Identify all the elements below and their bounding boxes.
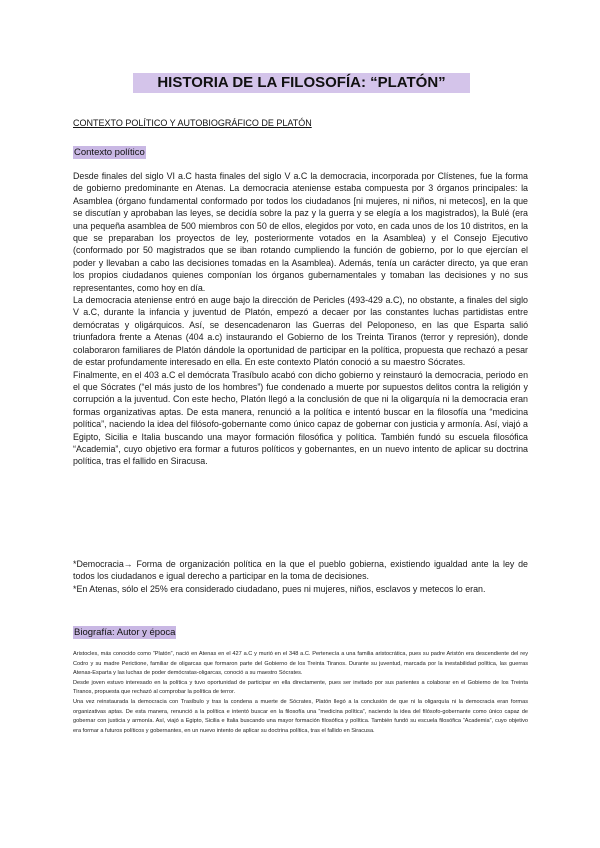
- paragraph: Una vez reinstaurada la democracia con Trasíbulo y tras la condena a muerte de Sócrates, Platón llegó a la conclusión de que ni la oligarquía ni la democracia eran formas organizativas aptas. De esta manera, renunció a la política e intentó buscar en la filosofía una “medicina política”, naciendo la idea del filósofo-gobernante como único capaz de gobernar con justicia y armonía. Así, viajó a Egipto, Sicilia e Italia buscando una mayor formación filosófica y política. También fundó su escuela filosófica “Academia”, cuyo objetivo era formar a futuros políticos y gobernantes, en un nuevo intento de aplicar su doctrina política, tras el fallido en Siracusa.: [73, 698, 528, 734]
- context-body: [73, 170, 528, 468]
- footnote: *Democracia→ Forma de organización política en la que el pueblo gobierna, existiendo igualdad ante la ley de todos los ciudadanos e igual derecho a participar en la toma de decisiones.: [73, 559, 528, 582]
- subsection-heading-biography: Biografía: Autor y época: [74, 627, 176, 638]
- page-title: HISTORIA DE LA FILOSOFÍA: “PLATÓN”: [133, 73, 470, 93]
- subsection-heading-context: Contexto político: [74, 147, 145, 158]
- paragraph: La democracia ateniense entró en auge bajo la dirección de Pericles (493-429 a.C), no obstante, a finales del siglo V a.C, durante la infancia y juventud de Platón, empezó a decaer por las constantes luchas partidistas entre demócratas y oligárquicos. Así, se desencadenaron las Guerras del Peloponeso, en las que Esparta salió triunfadora frente a Atenas (404 a.c) instaurando el Gobierno de los Treinta Tiranos (terror y represión), donde colaboraron familiares de Platón dándole la oportunidad de participar en la política, propuesta que rechazó a pesar de estar profundamente interesado en ella. En este contexto Platón conoció a su maestro Sócrates.: [73, 295, 528, 368]
- paragraph: Desde finales del siglo VI a.C hasta finales del siglo V a.C la democracia, incorporada por Clístenes, fue la forma de gobierno predominante en Atenas. La democracia ateniense estaba compuesta por 3 órganos principales: la Asamblea (órgano fundamental conformado por todos los ciudadanos [ni mujeres, ni niños, ni metecos], en la que se discutían y aprobaban las leyes, se decidía sobre la paz y la guerra y se elegía a los magistrados), la Bulé (era una pequeña asamblea de 500 miembros con 50 de ellos, elegidos por voto, en cada unos de los 10 distritos, en la que se preparaban los proyectos de ley, posteriormente votados en la Asamblea) y el Consejo Ejecutivo (conformado por 50 magistrados que se iban rotando cumpliendo la función de gobierno, por lo que ejercían el poder y llevaban a cabo las decisiones tomadas en la Asamblea). Además, tenía un carácter directo, ya que eran los propios ciudadanos quienes componían los órganos gubernamentales y tomaban las decisiones y no sus representantes, como hoy en día.: [73, 171, 528, 293]
- paragraph: Finalmente, en el 403 a.C el demócrata Trasíbulo acabó con dicho gobierno y reinstauró la democracia, periodo en el que Sócrates (“el más justo de los hombres”) fue condenado a muerte por supuestos delitos contra la religión y corrupción a la juventud. Con este hecho, Platón llegó a la conclusión de que ni la oligarquía ni la democracia eran formas organizativas aptas. De esta manera, renunció a la política e intentó buscar en la filosofía una “medicina política”, naciendo la idea del filósofo-gobernante como único capaz de gobernar con justicia y armonía. Así, viajó a Egipto, Sicilia e Italia buscando una mayor formación filosófica y política. También fundó su escuela filosófica “Academia”, cuyo objetivo era formar a futuros políticos y gobernantes, en un nuevo intento de aplicar su doctrina política, tras el fallido en Siracusa.: [73, 369, 528, 467]
- footnotes: [73, 558, 528, 595]
- biography-body: [73, 650, 528, 736]
- paragraph: Desde joven estuvo interesado en la política y tuvo oportunidad de participar en ella directamente, pues ser invitado por sus parientes a colaborar en el Gobierno de los Treinta Tiranos, propuesta que rechazó al comprobar la política de terror.: [73, 679, 528, 696]
- footnote: *En Atenas, sólo el 25% era considerado ciudadano, pues ni mujeres, niños, esclavos y metecos lo eran.: [73, 583, 486, 594]
- section-heading: CONTEXTO POLÍTICO Y AUTOBIOGRÁFICO DE PLATÓN: [73, 118, 312, 128]
- paragraph: Aristocles, más conocido como “Platón”, nació en Atenas en el 427 a.C y murió en el 348 a.C. Pertenecía a una familia aristocrática, pues su padre Aristón era descendiente del rey Codro y su madre Perictione, familiar de oligarcas que formaron parte del Gobierno de los Treinta Tiranos. Durante su juventud, marcada por la inestabilidad política, las guerras Atenas-Esparta y las luchas de poder demócratas-oligarcas, conoció a su maestro Sócrates.: [73, 651, 528, 677]
